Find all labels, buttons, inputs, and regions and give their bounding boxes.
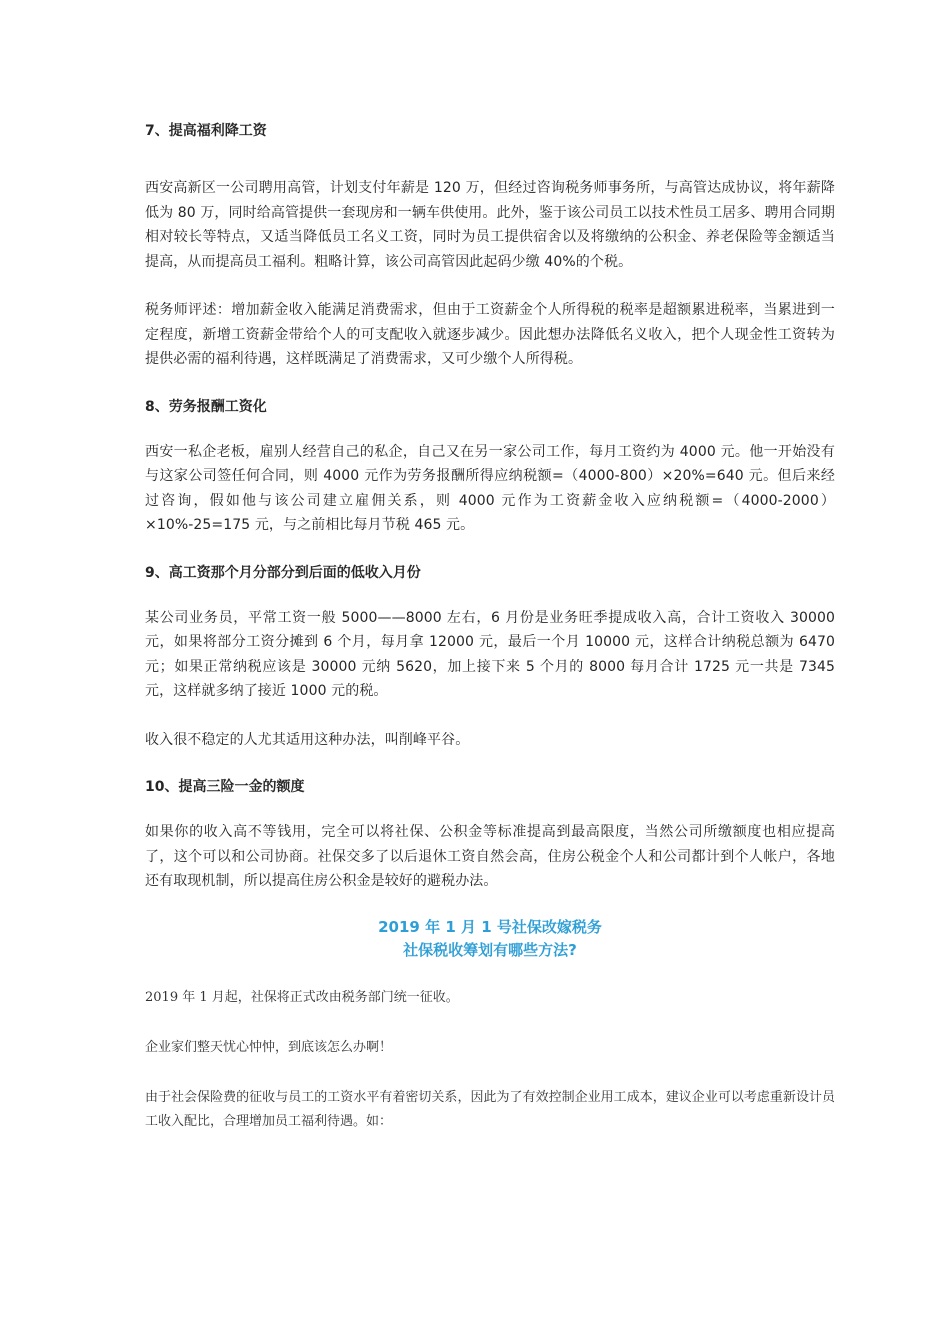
banner-title-line-2: 社保税收筹划有哪些方法? — [403, 940, 577, 959]
section-10-paragraph-1: 如果你的收入高不等钱用，完全可以将社保、公积金等标准提高到最高限度，当然公司所缴额度也相应提高了，这个可以和公司协商。社保交多了以后退休工资自然会高，住房公税金个人和公司都计到个人帐户，各地还有取现机制，所以提高住房公积金是较好的避税办法。 — [145, 824, 835, 889]
section-7-paragraph-1: 西安高新区一公司聘用高管，计划支付年薪是 120 万，但经过咨询税务师事务所，与高管达成协议，将年薪降低为 80 万，同时给高管提供一套现房和一辆车供使用。此外，鉴于该公司员工以技术性员工居多、聘用合同期相对较长等特点，又适当降低员工名义工资，同时为员工提供宿舍以及将缴纳的公积金、养老保险等金额适当提高，从而提高员工福利。粗略计算，该公司高管因此起码少缴 40%的个税。 — [145, 180, 835, 270]
section-heading-9: 9、高工资那个月分部分到后面的低收入月份 — [145, 564, 421, 581]
closing-paragraph-1: 2019 年 1 月起，社保将正式改由税务部门统一征收。 — [145, 989, 459, 1005]
section-heading-7: 7、提高福利降工资 — [145, 123, 267, 139]
section-7-paragraph-2: 税务师评述：增加薪金收入能满足消费需求，但由于工资薪金个人所得税的税率是超额累进税率，当累进到一定程度，新增工资薪金带给个人的可支配收入就逐步减少。因此想办法降低名义收入，把个人现金性工资转为提供必需的福利待遇，这样既满足了消费需求，又可少缴个人所得税。 — [145, 302, 835, 367]
banner-title-line-1: 2019 年 1 月 1 号社保改嫁税务 — [378, 917, 602, 936]
closing-paragraph-3: 由于社会保险费的征收与员工的工资水平有着密切关系，因此为了有效控制企业用工成本，建议企业可以考虑重新设计员工收入配比，合理增加员工福利待遇。如： — [145, 1089, 835, 1129]
document-page — [145, 120, 835, 1134]
closing-paragraph-2: 企业家们整天忧心忡忡，到底该怎么办啊！ — [145, 1039, 393, 1055]
section-9-paragraph-2: 收入很不稳定的人尤其适用这种办法，叫削峰平谷。 — [145, 731, 470, 748]
section-heading-8: 8、劳务报酬工资化 — [145, 398, 267, 415]
section-8-paragraph-1: 西安一私企老板，雇别人经营自己的私企，自己又在另一家公司工作，每月工资约为 4000 元。他一开始没有与这家公司签任何合同，则 4000 元作为劳务报酬所得应纳税额=（4000-800）×20%=640 元。但后来经过咨询，假如他与该公司建立雇佣关系，则 4000 元作为工资薪金收入应纳税额=（4000-2000）×10%-25=175 元，与之前相比每月节税 465 元。 — [145, 443, 835, 533]
section-heading-10: 10、提高三险一金的额度 — [145, 779, 305, 795]
section-9-paragraph-1: 某公司业务员，平常工资一般 5000——8000 左右，6 月份是业务旺季提成收入高，合计工资收入 30000 元，如果将部分工资分摊到 6 个月，每月拿 12000 元，最后一个月 10000 元，这样合计纳税总额为 6470 元；如果正常纳税应该是 30000 元纳 5620，加上接下来 5 个月的 8000 每月合计 1725 元一共是 7345 元，这样就多纳了接近 1000 元的税。 — [145, 609, 835, 699]
